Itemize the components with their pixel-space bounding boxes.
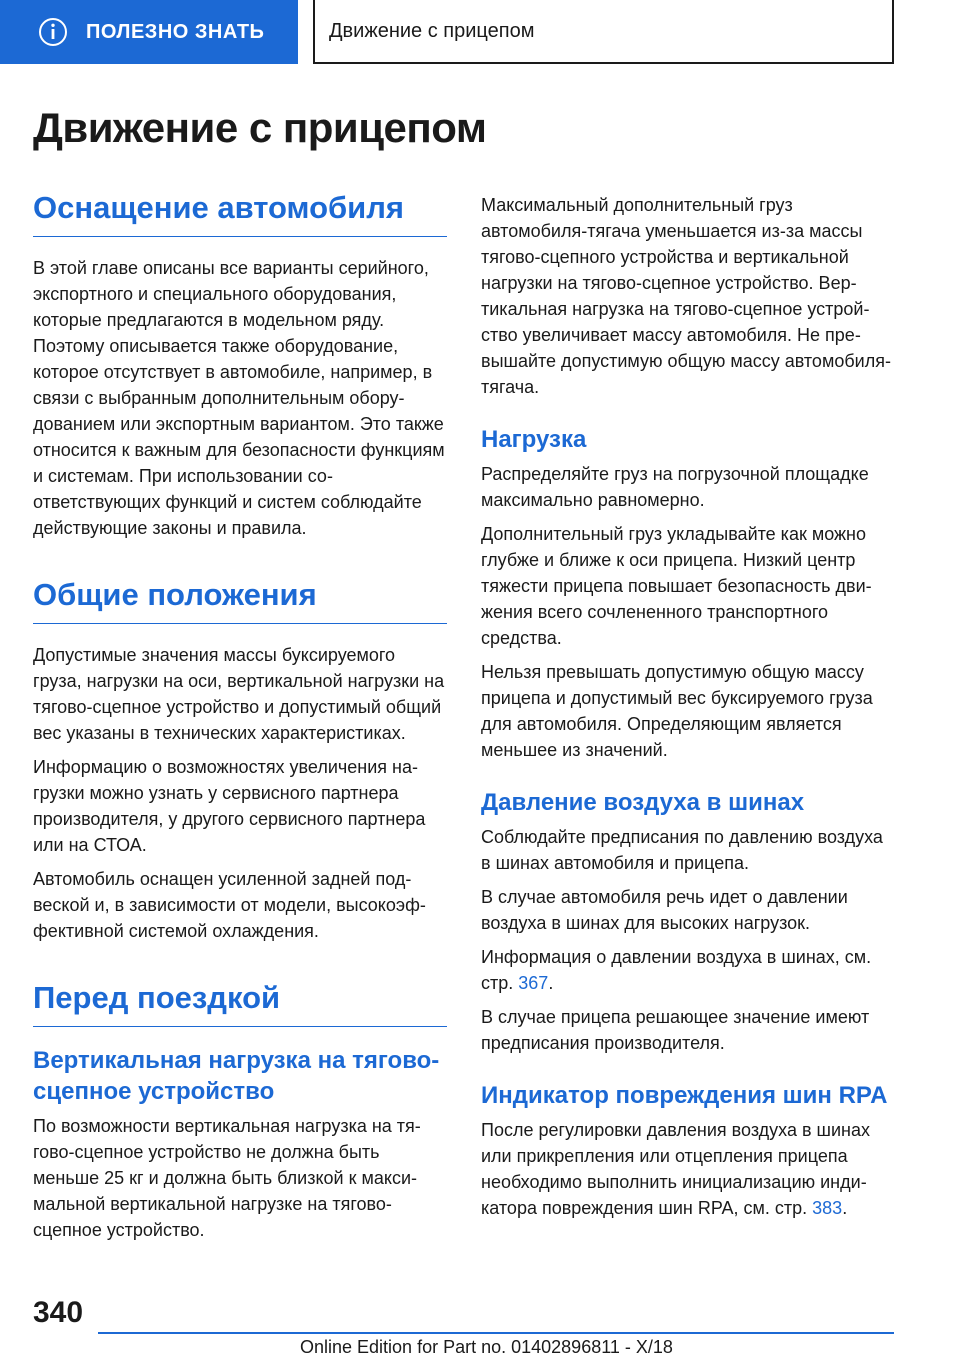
text: . <box>842 1198 848 1218</box>
paragraph: Информацию о возможностях увеличения нагрузки можно узнать у сервисного партнера производителя, у другого сервисного партнера или на СТОА. <box>33 757 426 855</box>
page-link-383[interactable]: 383 <box>812 1198 843 1218</box>
subheading-vertical-load: Вертикальная нагрузка на тягово-сцепное устройство <box>33 1047 440 1105</box>
header-tab <box>0 0 298 64</box>
text: . <box>548 973 554 993</box>
paragraph: Распределяйте груз на погрузочной площадке максимально равномерно. <box>481 464 869 510</box>
footer-divider <box>98 1332 894 1334</box>
section-heading-equipment: Оснащение автомобиля <box>33 190 447 237</box>
right-column <box>481 192 895 1229</box>
text: Информация о давлении воздуха в шинах, см. стр. <box>481 947 872 993</box>
subheading-tire-pressure: Давление воздуха в шинах <box>481 789 805 816</box>
section-heading-general: Общие положения <box>33 577 447 624</box>
paragraph: В этой главе описаны все варианты серийного, экспортного и специального оборудования, которые предлагаются в модельном ряду. Поэтому описывается также оборудование, которое отсутствует в автомобиле, например, в связи с выбранным дополнительным оборудованием или экспортным вариантом. Это также относится к важным для безопасности функциям и системам. При использовании соответствующих функций и систем соблюдайте действующие законы и правила. <box>33 258 445 538</box>
left-column <box>33 190 447 1251</box>
paragraph: В случае автомобиля речь идет о давлении воздуха в шинах для высоких нагрузок. <box>481 887 848 933</box>
header-section-title-text: Движение с прицепом <box>329 19 535 42</box>
header-section-title <box>313 0 894 64</box>
header-tab-label: ПОЛЕЗНО ЗНАТЬ <box>86 20 265 43</box>
paragraph: Допустимые значения массы буксируемого груза, нагрузки на оси, вертикальной нагрузки на тягово-сцепное устройство и допустимый общий вес указаны в технических характеристиках. <box>33 645 445 743</box>
page-title: Движение с прицепом <box>33 104 487 151</box>
subheading-rpa: Индикатор повреждения шин RPA <box>481 1082 888 1109</box>
footer-edition: Online Edition for Part no. 01402896811 - X/18 <box>300 1337 673 1357</box>
page-number: 340 <box>33 1296 84 1329</box>
info-icon <box>38 17 68 47</box>
subheading-load: Нагрузка <box>481 426 587 453</box>
paragraph: Нельзя превышать допустимую общую массу прицепа и допустимый вес буксируемого груза для автомобиля. Определяющим является меньшее из значений. <box>481 662 873 760</box>
paragraph: В случае прицепа решающее значение имеют предписания производителя. <box>481 1007 870 1053</box>
paragraph: По возможности вертикальная нагрузка на тягово-сцепное устройство не должна быть меньше 25 кг и должна быть близкой к максимальной вертикальной нагрузке на тягово-сцепное устройство. <box>33 1116 421 1240</box>
paragraph: Соблюдайте предписания по давлению воздуха в шинах автомобиля и прицепа. <box>481 827 883 873</box>
paragraph: Максимальный дополнительный груз автомобиля-тягача уменьшается из-за массы тягово-сцепного устройства и вертикальной нагрузки на тягово-сцепное устройство. Вертикальная нагрузка на тягово-сцепное устройство увеличивает массу автомобиля. Не превышайте допустимую общую массу автомобиля-тягача. <box>481 195 891 397</box>
paragraph-with-link <box>481 1117 895 1221</box>
text: После регулировки давления воздуха в шинах или прикрепления или отцепления прицепа необходимо выполнить инициализацию индикатора повреждения шин RPA, см. стр. <box>481 1120 870 1218</box>
paragraph: Автомобиль оснащен усиленной задней подвеской и, в зависимости от модели, высокоэффективной системой охлаждения. <box>33 869 426 941</box>
section-heading-before-trip: Перед поездкой <box>33 980 447 1027</box>
page-link-367[interactable]: 367 <box>518 973 549 993</box>
paragraph: Дополнительный груз укладывайте как можно глубже и ближе к оси прицепа. Низкий центр тяжести прицепа повышает безопасность движения всего сочлененного транспортного средства. <box>481 524 872 648</box>
paragraph-with-link <box>481 944 895 996</box>
